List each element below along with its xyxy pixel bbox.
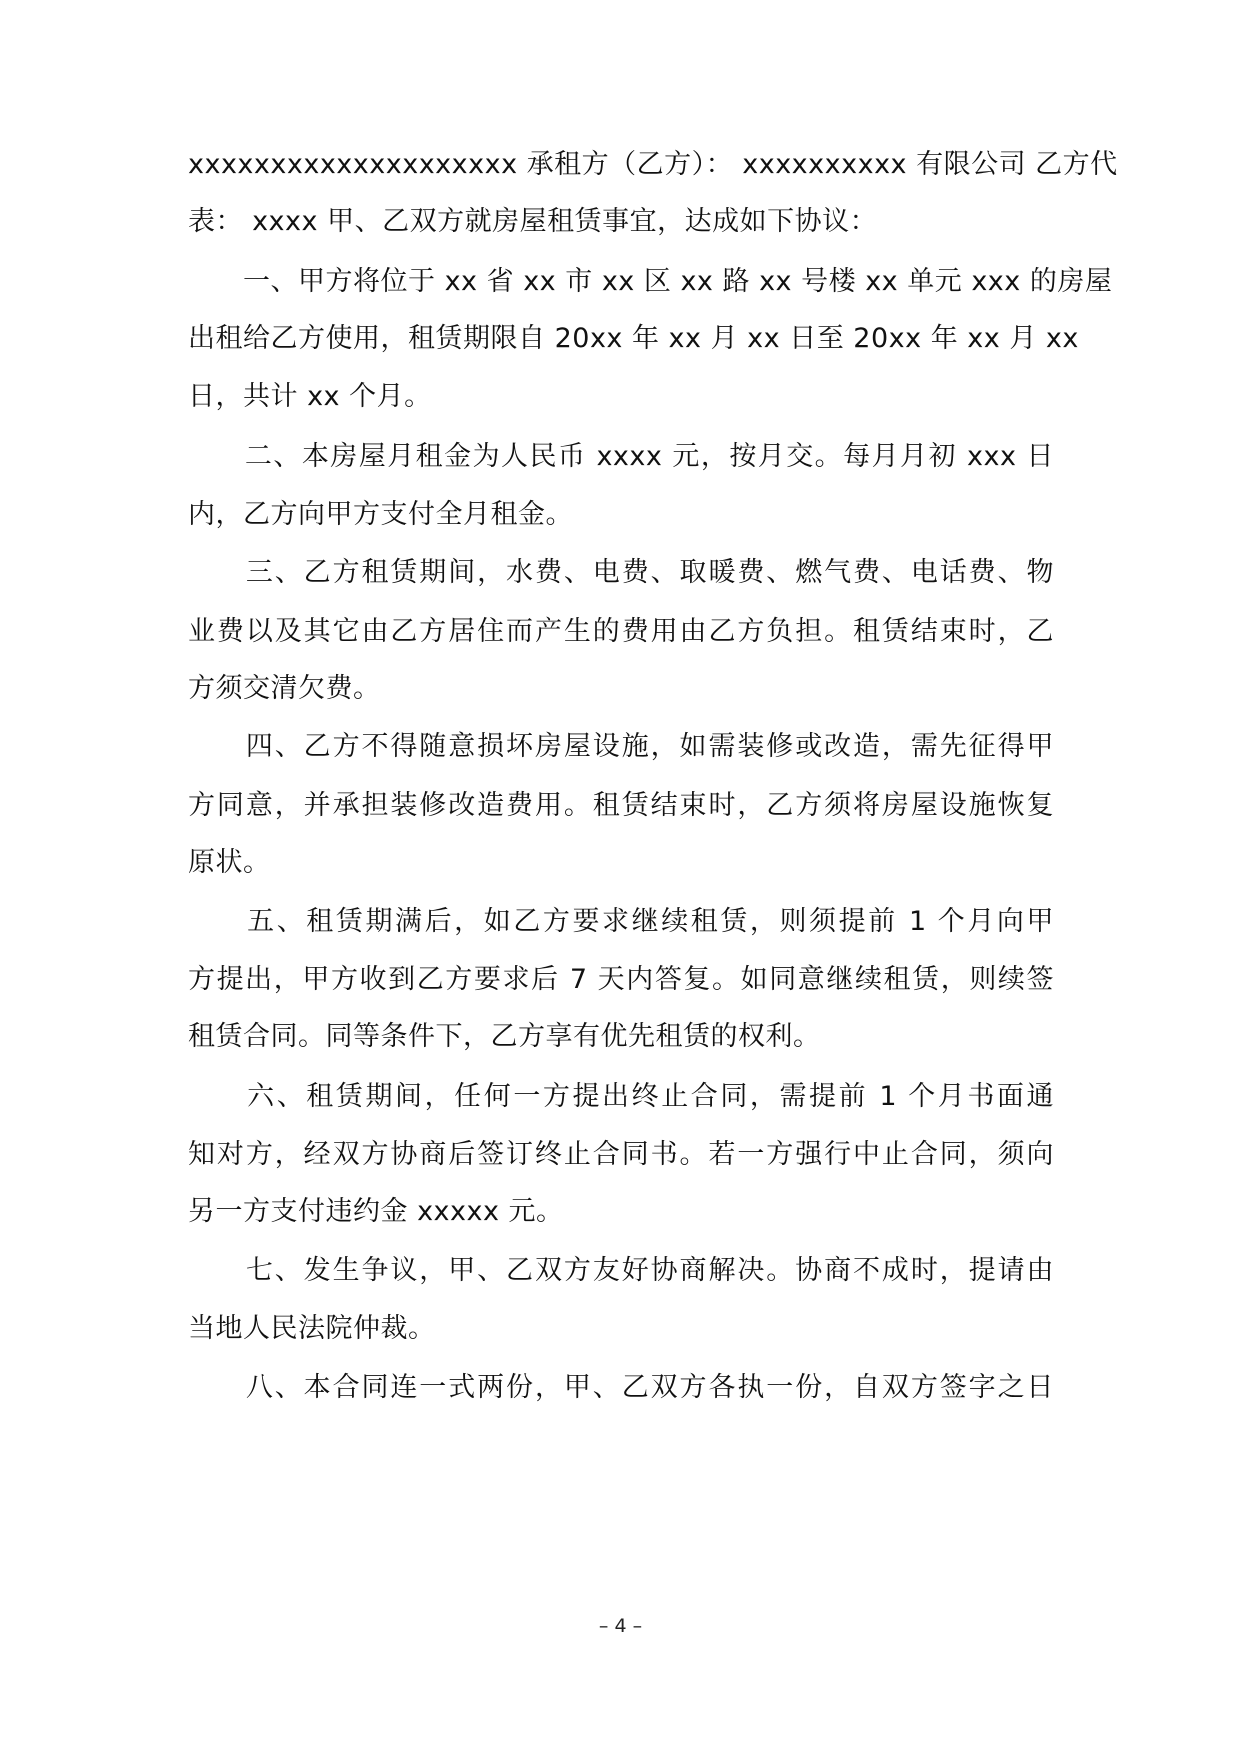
text-line-16: 租赁合同。同等条件下，乙方享有优先租赁的权利。 — [188, 1021, 821, 1052]
text-line-13: 原状。 — [188, 847, 271, 878]
text-line-3: 一、甲方将位于 xx 省 xx 市 xx 区 xx 路 xx 号楼 xx 单元 xxx 的房屋 — [188, 266, 1113, 297]
text-line-8: 三、乙方租赁期间，水费、电费、取暖费、燃气费、电话费、物 — [188, 557, 1054, 588]
text-line-21: 当地人民法院仲裁。 — [188, 1313, 436, 1344]
text-line-15: 方提出，甲方收到乙方要求后 7 天内答复。如同意继续租赁，则续签 — [188, 964, 1054, 995]
text-line-2: 表： xxxx 甲、乙双方就房屋租赁事宜，达成如下协议： — [188, 206, 878, 237]
text-line-19: 另一方支付违约金 xxxxx 元。 — [188, 1196, 564, 1227]
text-line-4: 出租给乙方使用，租赁期限自 20xx 年 xx 月 xx 日至 20xx 年 xx 月 xx — [188, 323, 1079, 354]
text-line-7: 内，乙方向甲方支付全月租金。 — [188, 499, 573, 530]
text-line-11: 四、乙方不得随意损坏房屋设施，如需装修或改造，需先征得甲 — [188, 731, 1054, 762]
text-line-5: 日，共计 xx 个月。 — [188, 381, 432, 412]
text-line-22: 八、本合同连一式两份，甲、乙双方各执一份，自双方签字之日 — [188, 1372, 1054, 1403]
text-line-18: 知对方，经双方协商后签订终止合同书。若一方强行中止合同，须向 — [188, 1139, 1054, 1170]
text-line-6: 二、本房屋月租金为人民币 xxxx 元，按月交。每月月初 xxx 日 — [188, 441, 1054, 472]
text-line-10: 方须交清欠费。 — [188, 673, 381, 704]
text-line-20: 七、发生争议，甲、乙双方友好协商解决。协商不成时，提请由 — [188, 1255, 1054, 1286]
text-line-9: 业费以及其它由乙方居住而产生的费用由乙方负担。租赁结束时，乙 — [188, 616, 1054, 647]
text-line-14: 五、租赁期满后，如乙方要求继续租赁，则须提前 1 个月向甲 — [188, 906, 1054, 937]
text-line-1: xxxxxxxxxxxxxxxxxxxx 承租方（乙方）： xxxxxxxxxx 有限公司 乙方代 — [188, 149, 1118, 180]
text-line-12: 方同意，并承担装修改造费用。租赁结束时，乙方须将房屋设施恢复 — [188, 790, 1054, 821]
page-number: – 4 – — [598, 1615, 643, 1637]
text-line-17: 六、租赁期间，任何一方提出终止合同，需提前 1 个月书面通 — [188, 1081, 1054, 1112]
